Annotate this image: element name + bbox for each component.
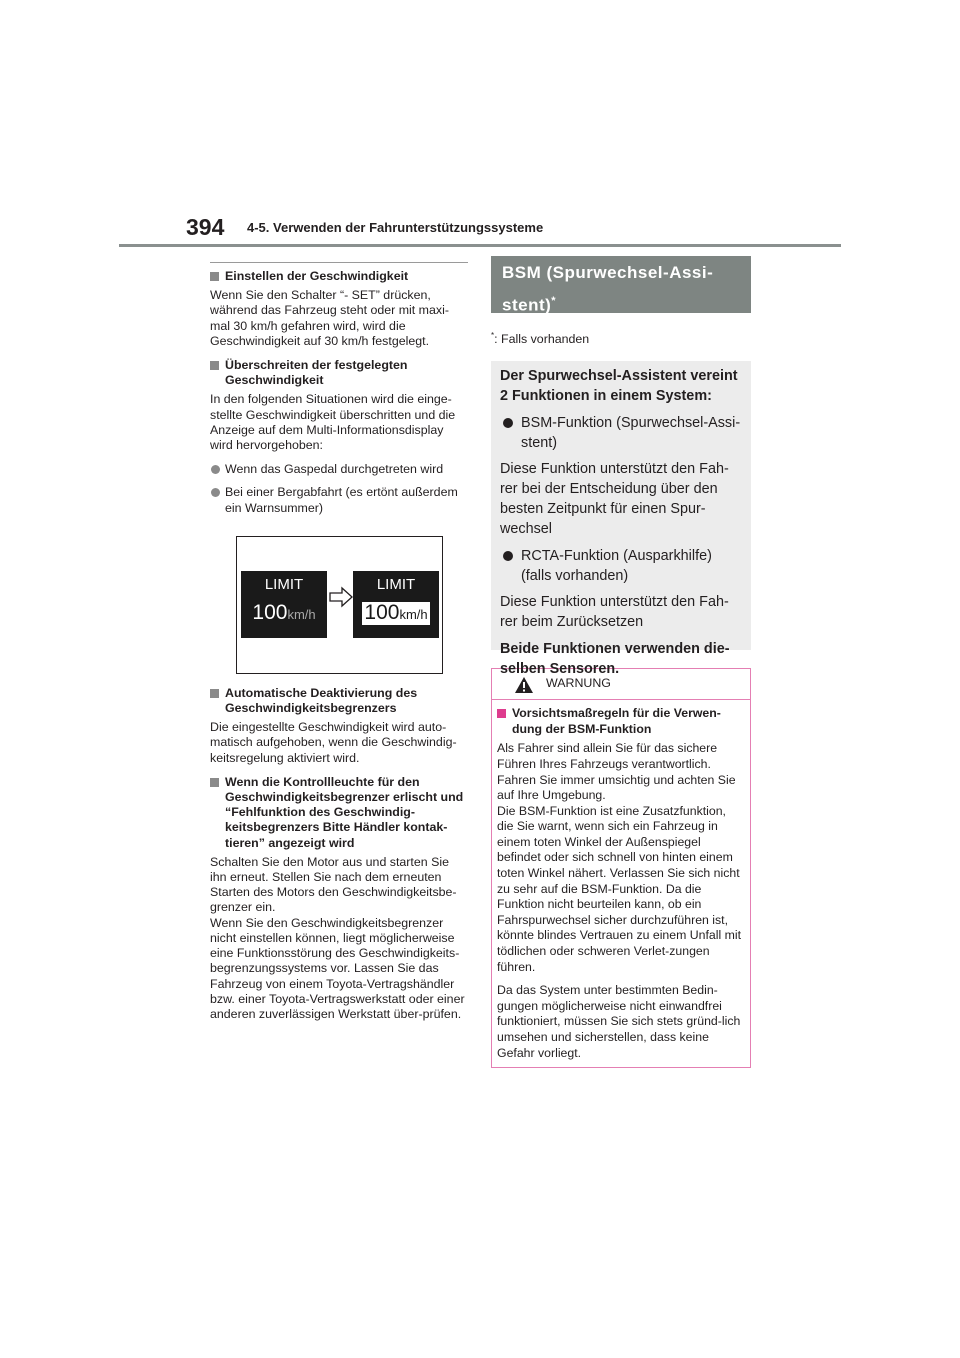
warning-title: WARNUNG — [546, 676, 611, 691]
limit-display-highlighted — [353, 571, 439, 638]
limit-label: LIMIT — [376, 575, 416, 593]
section-title-bar: BSM (Spurwechsel-Assi-stent)* — [491, 256, 751, 313]
warning-triangle-icon — [514, 676, 534, 694]
square-bullet-icon — [210, 689, 219, 698]
footnote: *: Falls vorhanden — [491, 331, 590, 347]
page-number: 394 — [186, 214, 225, 240]
list-item: BSM-Funktion (Spurwechsel-Assi-stent) — [500, 413, 742, 453]
warning-box — [491, 668, 751, 1068]
column-divider — [210, 262, 468, 263]
paragraph: Da das System unter bestimmten Bedin-gungen möglicherweise nicht einwandfrei funktioniert, müssen Sie sich stets gründ-lich umsehen und sicherstellen, dass keine Gefahr vorliegt. — [497, 983, 741, 1060]
list-item: RCTA-Funktion (Ausparkhilfe) (falls vorhanden) — [500, 546, 742, 586]
page-header — [0, 0, 960, 250]
heading-auto-deactivation: Automatische Deaktivierung des Geschwindigkeitsbegrenzers — [210, 686, 468, 716]
list-item: Wenn das Gaspedal durchgetreten wird — [210, 462, 468, 477]
paragraph: Die eingestellte Geschwindigkeit wird auto-matisch aufgehoben, wenn die Geschwindig-keitsregelung aktiviert wird. — [210, 720, 457, 765]
circle-bullet-icon — [211, 488, 220, 497]
paragraph: In den folgenden Situationen wird die einge-stellte Geschwindigkeit überschritten und die Anzeige auf dem Multi-Informationsdisplay wird hervorgehoben: — [210, 392, 456, 453]
circle-bullet-icon — [211, 465, 220, 474]
paragraph: Als Fahrer sind allein Sie für das sichere Führen Ihres Fahrzeugs verantwortlich. Fahren Sie immer umsichtig und achten Sie auf Ihre Umgebung. — [497, 741, 736, 803]
paragraph: Wenn Sie den Schalter “- SET” drücken, während das Fahrzeug steht oder mit maxi-mal 30 km/h gefahren wird, wird die Geschwindigkeit auf 30 km/h festgelegt. — [210, 288, 449, 348]
right-column — [491, 256, 751, 1068]
limit-value: 100 — [252, 600, 288, 624]
square-bullet-icon — [210, 361, 219, 370]
warning-header — [492, 669, 750, 700]
paragraph: Wenn Sie den Geschwindigkeitsbegrenzer nicht einstellen können, liegt möglicherweise eine Funktionsstörung des Geschwindigkeits-begrenzungssystems vor. Lassen Sie das Fahrzeug von einem Toyota-Vertragshändler bzw. einer Toyota-Vertragswerkstatt oder einer anderen zuverlässigen Werkstatt über-prüfen. — [210, 915, 465, 1021]
arrow-right-icon — [329, 585, 353, 609]
limit-display-normal — [241, 571, 327, 638]
limit-unit: km/h — [399, 606, 428, 622]
circle-bullet-icon — [503, 551, 513, 561]
limit-label: LIMIT — [264, 575, 304, 593]
limit-value: 100 — [364, 600, 400, 624]
circle-bullet-icon — [503, 418, 513, 428]
section-title: 4-5. Verwenden der Fahrunterstützungssysteme — [247, 220, 544, 235]
paragraph: Die BSM-Funktion ist eine Zusatzfunktion, die Sie warnt, wenn sich ein Fahrzeug in einem toten Winkel der Außenspiegel befindet oder sich schnell von hinten einem toten Winkel nähert. Verlassen Sie sich nicht zu sehr auf die BSM-Funktion. Da die Funktion nicht beurteilen kann, ob ein Fahrspurwechsel sicher durchzuführen ist, könnte blindes Vertrauen zu einem Unfall mit tödlichen oder schweren Verlet-zungen führen. — [497, 803, 742, 974]
footnote-marker: * — [551, 295, 557, 307]
limit-unit: km/h — [287, 606, 316, 622]
paragraph: Schalten Sie den Motor aus und starten Sie ihn erneut. Stellen Sie nach dem erneuten Starten des Motors den Geschwindigkeitsbe-grenzer ein. — [210, 854, 457, 915]
left-column — [210, 262, 468, 1022]
square-bullet-icon — [497, 709, 506, 718]
info-description: Diese Funktion unterstützt den Fah-rer beim Zurücksetzen — [500, 594, 729, 631]
header-divider — [119, 244, 841, 247]
list-item: Bei einer Bergabfahrt (es ertönt außerdem ein Warnsummer) — [210, 485, 468, 515]
heading-exceed-speed: Überschreiten der festgelegten Geschwindigkeit — [210, 358, 468, 388]
heading-set-speed: Einstellen der Geschwindigkeit — [210, 269, 468, 284]
info-intro: Der Spurwechsel-Assistent vereint 2 Funktionen in einem System: — [500, 368, 738, 405]
square-bullet-icon — [210, 272, 219, 281]
heading-malfunction: Wenn die Kontrollleuchte für den Geschwindigkeitsbegrenzer erlischt und “Fehlfunktion des Geschwindig-keitsbegrenzers Bitte Händler kontak-tieren” angezeigt wird — [210, 775, 468, 851]
speed-limit-illustration — [236, 536, 443, 674]
square-bullet-icon — [210, 778, 219, 787]
info-description: Diese Funktion unterstützt den Fah-rer bei der Entscheidung über den besten Zeitpunkt für einen Spur-wechsel — [500, 461, 729, 538]
info-outro: Beide Funktionen verwenden die-selben Sensoren. — [500, 641, 730, 678]
warning-heading: Vorsichtsmaßregeln für die Verwen-dung der BSM-Funktion — [497, 706, 744, 737]
warning-body — [492, 700, 750, 1061]
info-box — [491, 361, 751, 678]
